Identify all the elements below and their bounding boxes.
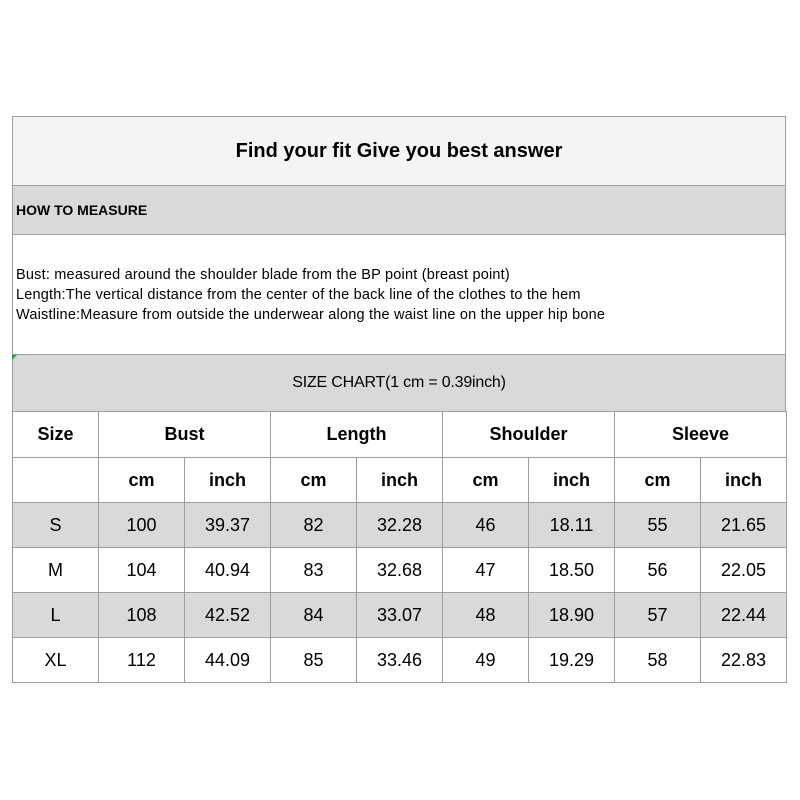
table-cell: 22.83	[701, 638, 787, 683]
unit-cell-empty	[13, 458, 99, 503]
table-cell: 18.50	[529, 548, 615, 593]
measurement-instructions	[12, 234, 786, 354]
unit-cell: cm	[271, 458, 357, 503]
how-to-measure-heading: HOW TO MEASURE	[12, 185, 786, 234]
table-cell: 100	[99, 503, 185, 548]
table-cell: 47	[443, 548, 529, 593]
bust-column-header: Bust	[99, 412, 271, 458]
sleeve-column-header: Sleeve	[615, 412, 787, 458]
table-cell: 49	[443, 638, 529, 683]
table-cell: 48	[443, 593, 529, 638]
size-label: L	[13, 593, 99, 638]
unit-cell: cm	[443, 458, 529, 503]
table-cell: 32.28	[357, 503, 443, 548]
waistline-instruction: Waistline:Measure from outside the underwear along the waist line on the upper hip bone	[16, 306, 606, 323]
unit-cell: cm	[615, 458, 701, 503]
shoulder-column-header: Shoulder	[443, 412, 615, 458]
table-cell: 33.46	[357, 638, 443, 683]
unit-cell: cm	[99, 458, 185, 503]
table-row	[13, 548, 787, 593]
table-cell: 44.09	[185, 638, 271, 683]
table-cell: 83	[271, 548, 357, 593]
table-row	[13, 593, 787, 638]
size-guide-sheet	[12, 116, 786, 683]
table-cell: 84	[271, 593, 357, 638]
size-column-header: Size	[13, 412, 99, 458]
table-cell: 22.05	[701, 548, 787, 593]
table-cell: 108	[99, 593, 185, 638]
table-cell: 82	[271, 503, 357, 548]
table-cell: 18.11	[529, 503, 615, 548]
table-cell: 42.52	[185, 593, 271, 638]
unit-cell: inch	[701, 458, 787, 503]
table-cell: 56	[615, 548, 701, 593]
table-cell: 58	[615, 638, 701, 683]
size-chart-table	[12, 411, 787, 683]
table-cell: 33.07	[357, 593, 443, 638]
table-cell: 21.65	[701, 503, 787, 548]
size-label: XL	[13, 638, 99, 683]
size-chart-title: SIZE CHART(1 cm = 0.39inch)	[12, 354, 786, 411]
table-cell: 40.94	[185, 548, 271, 593]
table-cell: 112	[99, 638, 185, 683]
cell-comment-marker	[12, 355, 17, 360]
bust-instruction: Bust: measured around the shoulder blade from the BP point (breast point)	[16, 266, 510, 283]
table-cell: 32.68	[357, 548, 443, 593]
table-cell: 104	[99, 548, 185, 593]
table-cell: 85	[271, 638, 357, 683]
table-cell: 19.29	[529, 638, 615, 683]
table-row	[13, 638, 787, 683]
length-column-header: Length	[271, 412, 443, 458]
unit-cell: inch	[529, 458, 615, 503]
unit-header-row	[13, 458, 787, 503]
table-cell: 46	[443, 503, 529, 548]
length-instruction: Length:The vertical distance from the center of the back line of the clothes to the hem	[16, 286, 581, 303]
unit-cell: inch	[185, 458, 271, 503]
unit-cell: inch	[357, 458, 443, 503]
table-cell: 22.44	[701, 593, 787, 638]
table-cell: 57	[615, 593, 701, 638]
table-cell: 18.90	[529, 593, 615, 638]
table-cell: 39.37	[185, 503, 271, 548]
size-label: S	[13, 503, 99, 548]
table-cell: 55	[615, 503, 701, 548]
table-header-row	[13, 412, 787, 458]
page-title: Find your fit Give you best answer	[12, 116, 786, 185]
size-label: M	[13, 548, 99, 593]
table-row	[13, 503, 787, 548]
